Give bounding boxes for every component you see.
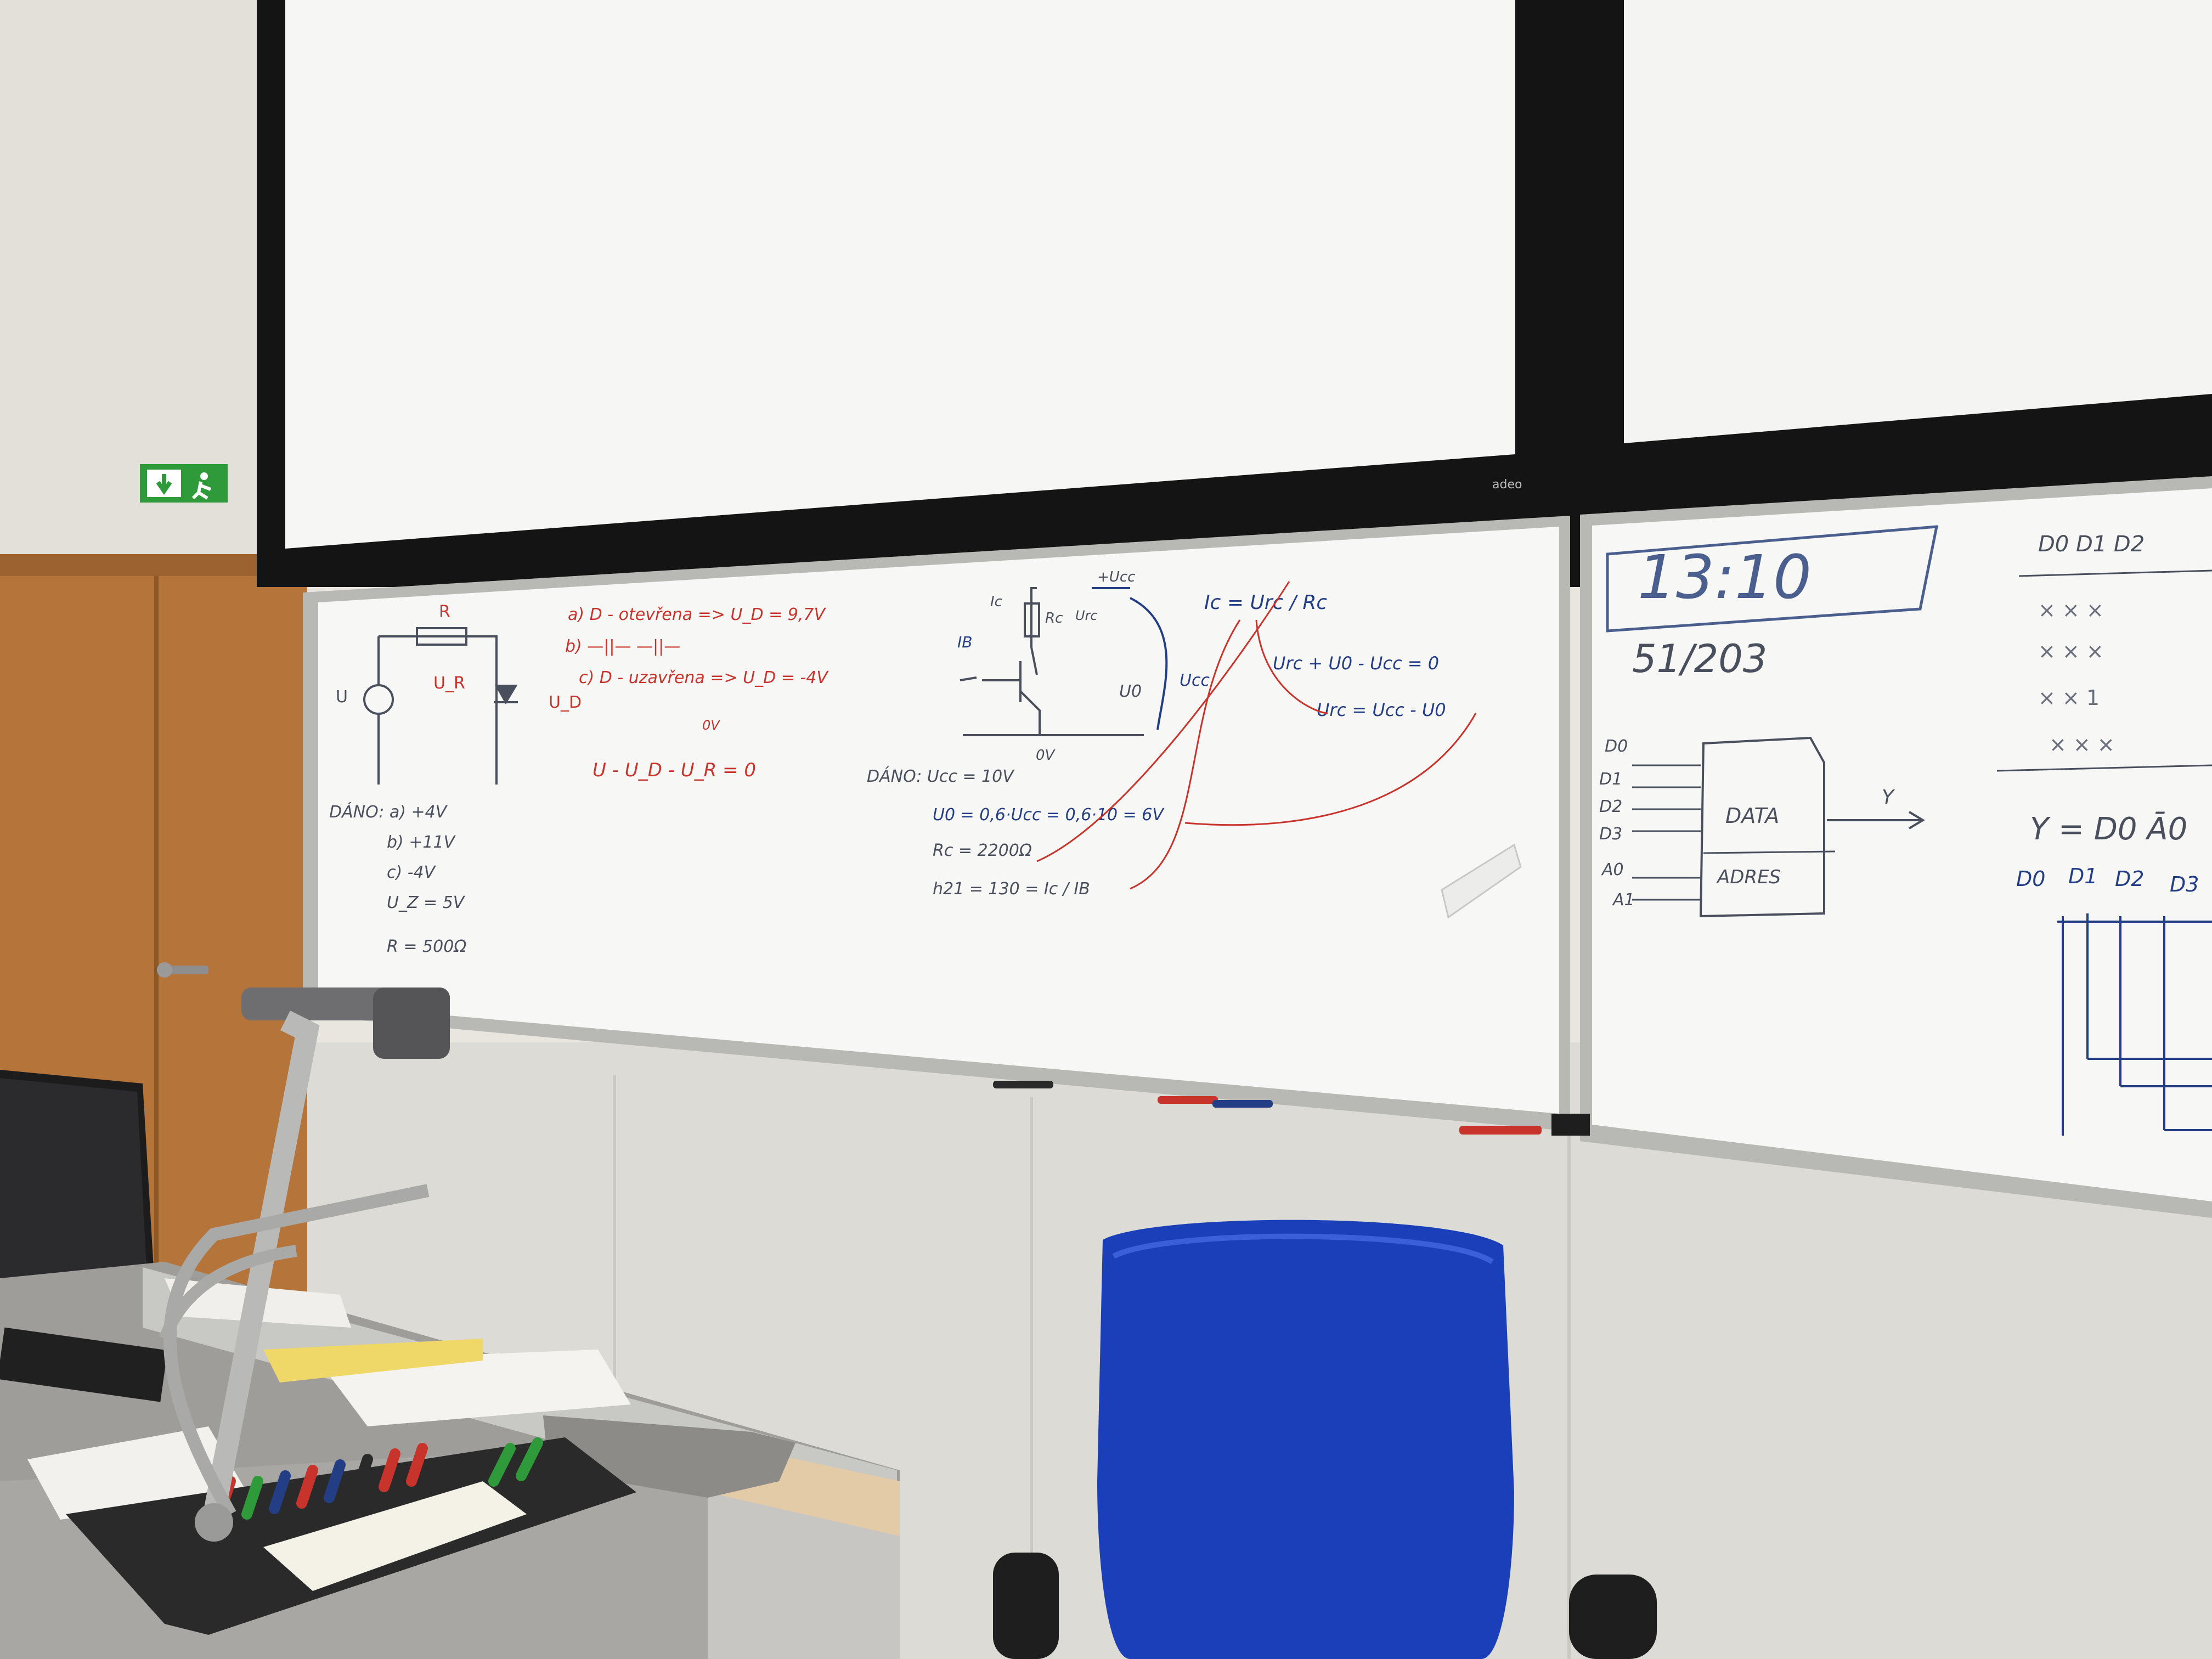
- svg-text:× × ×: × × ×: [2038, 639, 2104, 663]
- svg-text:D0 D1 D2: D0 D1 D2: [2038, 532, 2145, 557]
- svg-text:× × 1: × × 1: [2038, 686, 2100, 710]
- svg-text:b) —||— —||—: b) —||— —||—: [565, 637, 681, 656]
- svg-text:D1: D1: [1599, 770, 1623, 789]
- svg-text:DATA: DATA: [1725, 804, 1780, 828]
- svg-text:D2: D2: [1599, 797, 1623, 816]
- svg-text:U0 = 0,6·Ucc = 0,6·10 = 6V: U0 = 0,6·Ucc = 0,6·10 = 6V: [933, 805, 1164, 825]
- svg-text:Urc + U0 - Ucc = 0: Urc + U0 - Ucc = 0: [1273, 653, 1440, 674]
- svg-text:+Ucc: +Ucc: [1097, 569, 1136, 585]
- svg-text:R = 500Ω: R = 500Ω: [387, 937, 467, 956]
- svg-text:IB: IB: [957, 633, 973, 651]
- label-u: U: [336, 687, 348, 707]
- svg-text:c) -4V: c) -4V: [387, 863, 436, 882]
- svg-text:c) D - uzavřena => U_D = -4V: c) D - uzavřena => U_D = -4V: [579, 668, 828, 687]
- svg-text:D2: D2: [2115, 867, 2145, 891]
- label-ud: U_D: [549, 693, 582, 712]
- svg-text:Ucc: Ucc: [1180, 671, 1210, 690]
- svg-text:D1: D1: [2068, 864, 2098, 888]
- svg-text:b) +11V: b) +11V: [387, 833, 455, 852]
- svg-text:Ic = Urc / Rc: Ic = Urc / Rc: [1204, 591, 1328, 614]
- svg-text:× × ×: × × ×: [2038, 598, 2104, 622]
- svg-text:× × ×: × × ×: [2049, 732, 2115, 757]
- screen-brand: adeo: [1492, 478, 1522, 492]
- svg-text:D3: D3: [1599, 825, 1623, 844]
- board-time: 13:10: [1638, 542, 1812, 612]
- svg-text:A0: A0: [1602, 860, 1624, 879]
- svg-text:a) D - otevřena => U_D = 9,7V: a) D - otevřena => U_D = 9,7V: [568, 605, 825, 624]
- projection-screen-right: [1624, 0, 2212, 443]
- svg-text:D0: D0: [1605, 737, 1628, 756]
- svg-text:A1: A1: [1613, 890, 1635, 910]
- running-person-icon: [200, 472, 208, 480]
- board-count: 51/203: [1632, 636, 1768, 681]
- svg-text:Y = D0 Ā0: Y = D0 Ā0: [2030, 811, 2188, 847]
- svg-text:0V: 0V: [1036, 747, 1055, 764]
- svg-text:D3: D3: [2170, 872, 2199, 896]
- label-r: R: [439, 602, 450, 622]
- armrest-right: [1569, 1575, 1657, 1659]
- svg-text:U0: U0: [1119, 682, 1142, 701]
- svg-text:Ic: Ic: [990, 594, 1002, 610]
- svg-text:U - U_D - U_R = 0: U - U_D - U_R = 0: [592, 759, 756, 781]
- svg-text:h21 = 130 = Ic / IB: h21 = 130 = Ic / IB: [933, 879, 1090, 899]
- svg-text:Urc: Urc: [1075, 608, 1098, 623]
- svg-text:0V: 0V: [702, 718, 720, 733]
- svg-text:Rc = 2200Ω: Rc = 2200Ω: [933, 841, 1032, 860]
- label-ur: U_R: [433, 674, 465, 693]
- svg-text:Rc: Rc: [1045, 610, 1063, 627]
- armrest-left: [993, 1553, 1059, 1659]
- svg-text:D0: D0: [2016, 867, 2046, 891]
- exit-sign: [140, 464, 228, 503]
- svg-text:DÁNO: a) +4V: DÁNO: a) +4V: [329, 803, 447, 822]
- projection-screen-left: [285, 0, 1515, 549]
- svg-text:ADRES: ADRES: [1717, 866, 1781, 888]
- svg-text:U_Z = 5V: U_Z = 5V: [387, 893, 465, 912]
- svg-text:DÁNO: Ucc = 10V: DÁNO: Ucc = 10V: [867, 767, 1014, 786]
- svg-text:Urc = Ucc - U0: Urc = Ucc - U0: [1317, 699, 1446, 720]
- svg-text:Y: Y: [1882, 786, 1894, 809]
